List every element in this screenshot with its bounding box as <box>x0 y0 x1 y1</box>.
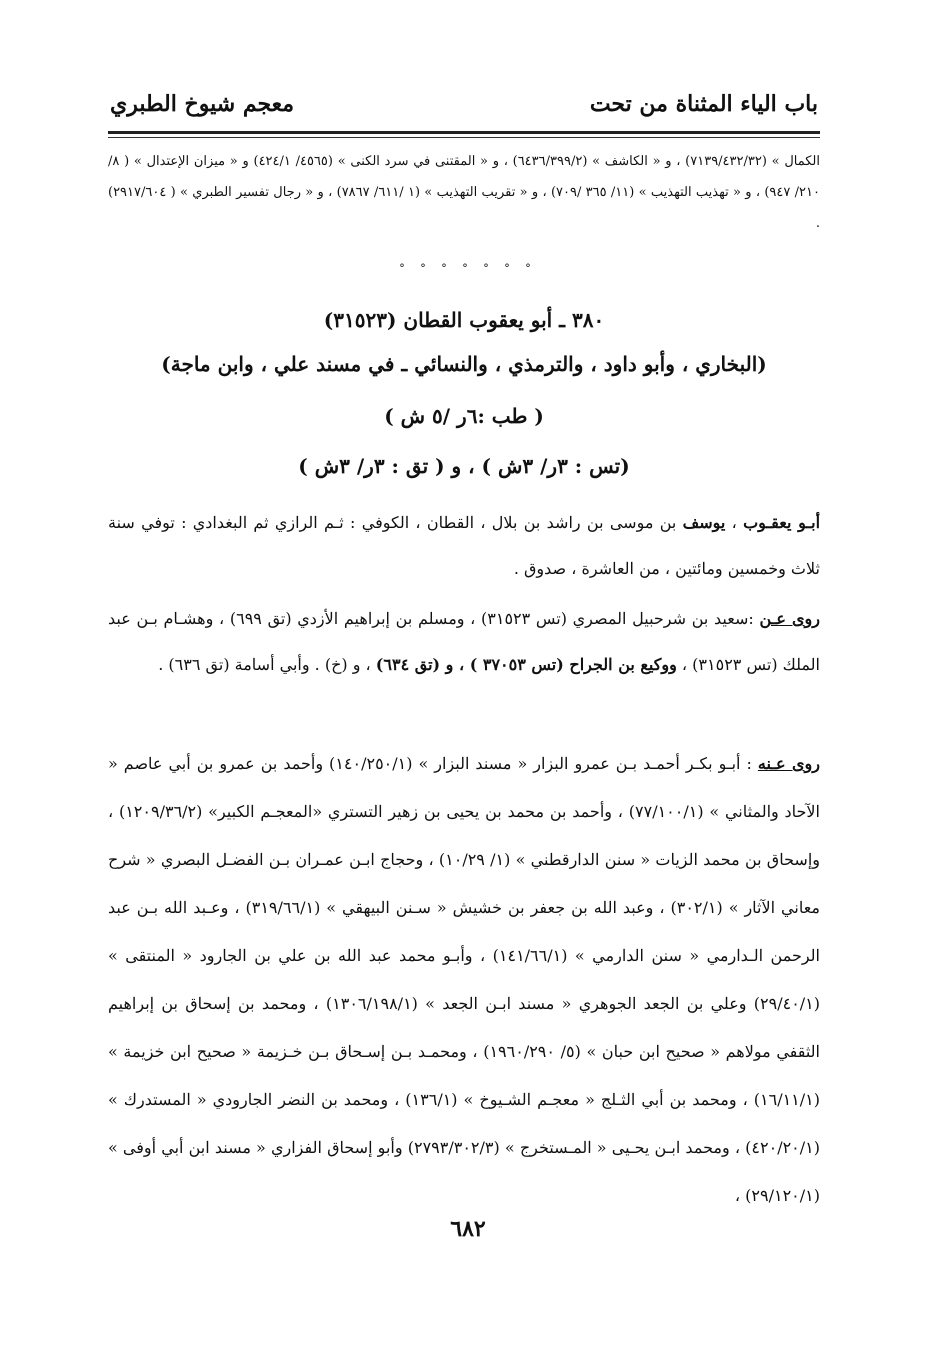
chapter-title: باب الياء المثناة من تحت <box>589 91 818 117</box>
bio-kunya: أبـو يعقـوب <box>743 513 821 532</box>
header-rule-thick <box>108 131 820 134</box>
footnote-text: الكمال » (٧١٣٩/٤٣٢/٣٢) ، و « الكاشف » (٦٤٣٦/٣٩٩/٢) ، و « المقتنى في سرد الكنى » (٤٥٦٥/ ٤٢٤/١) و « ميزان الإعتدال » ( ٨/ ٢١٠/ ٩٤٧) ، و « تهذيب التهذيب » (١١/ ٣٦٥ /٧٠٩) ، و « تقريب التهذيب » (١ /٦١١/ ٧٨٦٧) ، و « رجال تفسير الطبري » ( ٢٩١٧/٦٠٤) . <box>108 154 821 231</box>
narrated-by-text: : أبـو بكـر أحمـد بـن عمرو البزار « مسند البزار » (١٤٠/٢٥٠/١) وأحمد بن عمرو بن أبي عاصم « الآحاد والمثاني » (٧٧/١٠٠/١) ، وأحمد بن محمد بن يحيى بن زهير التستري «المعجـم الكبير» (١٢٠٩/٣٦/٢) ، وإسحاق بن محمد الزيات « سنن الدارقطني » (١/ ١٠/٢٩) ، وحجاج ابـن عمـران بـن الفضـل البصري « شرح معاني الآثار » (٣٠٢/١) ، وعبد الله بن جعفر بن خشيش « سـنن البيهقي » (٣١٩/٦٦/١) ، وعـبد الله بـن عبد الرحمن الـدارمي « سنن الدارمي » (١٤١/٦٦/١) ، وأبـو محمد عبد الله بن علي بن الجارود « المنتقى » (٢٩/٤٠/١) وعلي بن الجعد الجوهري « مسند ابـن الجعد » (١٣٠٦/١٩٨/١) ، ومحمد بن إسحاق بن إبراهيم الثقفي مولاهم « صحيح ابن حبان » (٥/ ١٩٦٠/٢٩٠) ، ومحمـد بـن إسـحاق بـن خـزيمة « صحيح ابن خزيمة » (١٦/١١/١) ، ومحمد بن أبي الثـلج « معجـم الشـيوخ » (١٣٦/١) ، ومحمد بن النضر الجارودي « المستدرك » (٤٢٠/٢٠/١) ، ومحمد ابـن يحـيى « المـستخرج » (٢٧٩٣/٣٠٢/٣) وأبو إسحاق الفزاري « مسند ابن أبي أوفى » (٢٩/١٢٠/١) ، <box>108 754 821 1205</box>
biography-paragraph: أبـو يعقـوب ، يوسف بن موسى بن راشد بن بلال ، القطان ، الكوفي : ثـم الرازي ثم البغدادي : توفي سنة ثلاث وخمسين ومائتين ، من العاشرة ، صدوق . <box>108 513 821 578</box>
narrated-by-paragraph <box>108 740 820 1220</box>
footnote-block <box>108 146 820 239</box>
bio-details: بن موسى بن راشد بن بلال ، القطان ، الكوفي : ثـم الرازي ثم البغدادي : توفي سنة ثلاث وخمسين ومائتين ، من العاشرة ، صدوق . <box>108 513 820 578</box>
page-number: ٦٨٢ <box>450 1216 486 1242</box>
narrated-from-part1: :سعيد بن شرحبيل المصري (تس ٣١٥٢٣) ، ومسلم بن إبراهيم الأزدي (تق ٦٩٩) ، وهشـام بـن عبد الملك (تس ٣١٥٢٣) ، <box>108 609 820 674</box>
bio-name: يوسف <box>682 513 726 532</box>
entry-tus-taq-code: (تس : ٣ر/ ٣ش ) ، و ( تق : ٣ر/ ٣ش ) <box>298 454 630 478</box>
narrated-from-paragraph <box>108 596 820 688</box>
header-rule-thin <box>108 137 820 138</box>
entry-sources: (البخاري ، وأبو داود ، والترمذي ، والنسائي ـ في مسند علي ، وابن ماجة) <box>161 352 767 376</box>
narrated-by-label: روى عـنه <box>757 754 820 773</box>
running-header <box>110 84 818 124</box>
book-title: معجم شيوخ الطبري <box>110 91 295 117</box>
narrated-from-part2: ، و (خ) . وأبي أسامة (تق ٦٣٦) . <box>158 655 371 674</box>
section-separator: ° ° ° ° ° ° ° <box>399 262 537 275</box>
entry-tabari-code: ( طب :٦ر /٥ ش ) <box>384 404 544 428</box>
narrated-from-waki: ووكيع بن الجراح (تس ٣٧٠٥٣ ) ، و (تق ٦٣٤) <box>375 655 677 674</box>
entry-heading: ٣٨٠ ـ أبو يعقوب القطان (٣١٥٢٣) <box>323 308 605 332</box>
narrated-from-label: روى عـن <box>759 609 821 628</box>
